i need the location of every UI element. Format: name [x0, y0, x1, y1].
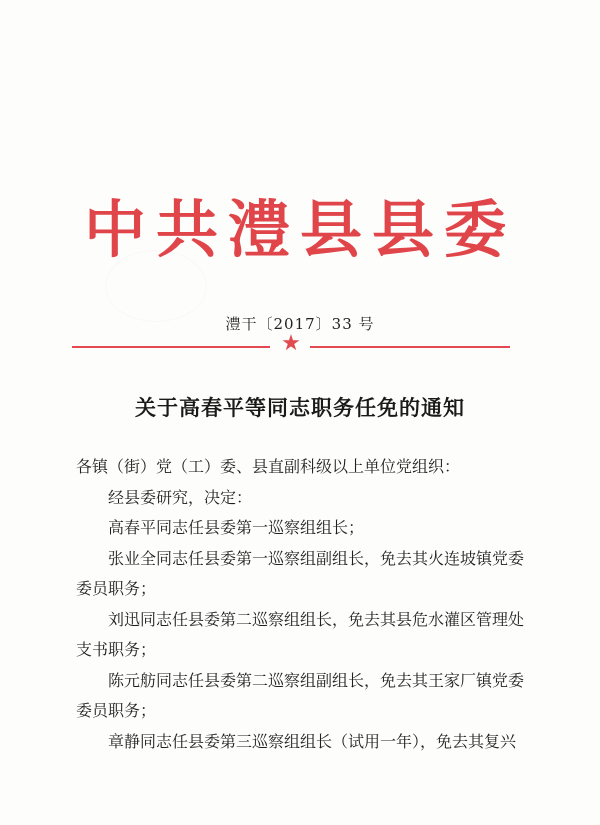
appointment-item: 陈元舫同志任县委第二巡察组副组长，免去其王家厂镇党委委员职务； — [76, 670, 525, 720]
notice-title: 关于高春平等同志职务任免的通知 — [135, 395, 465, 420]
appointment-item: 刘迅同志任县委第二巡察组组长，免去其县危水灌区管理处支书职务； — [76, 609, 525, 659]
appointment-item: 高春平同志任县委第一巡察组组长； — [108, 518, 365, 537]
appointment-item: 章静同志任县委第三巡察组组长（试用一年），免去其复兴 — [108, 731, 517, 751]
red-divider-left — [72, 346, 270, 348]
red-star-icon: ★ — [281, 331, 301, 356]
addressee-line: 各镇（街）党（工）委、县直副科级以上单位党组织： — [76, 457, 461, 476]
decision-intro: 经县委研究，决定： — [108, 487, 253, 507]
red-letterhead-title: 中共澧县县委 — [83, 193, 516, 266]
notice-body — [76, 452, 536, 757]
document-number: 澧干〔2017〕33 号 — [225, 315, 375, 333]
red-divider-right — [310, 346, 510, 348]
appointment-item: 张业全同志任县委第一巡察组副组长，免去其火连坡镇党委委员职务； — [76, 548, 525, 598]
